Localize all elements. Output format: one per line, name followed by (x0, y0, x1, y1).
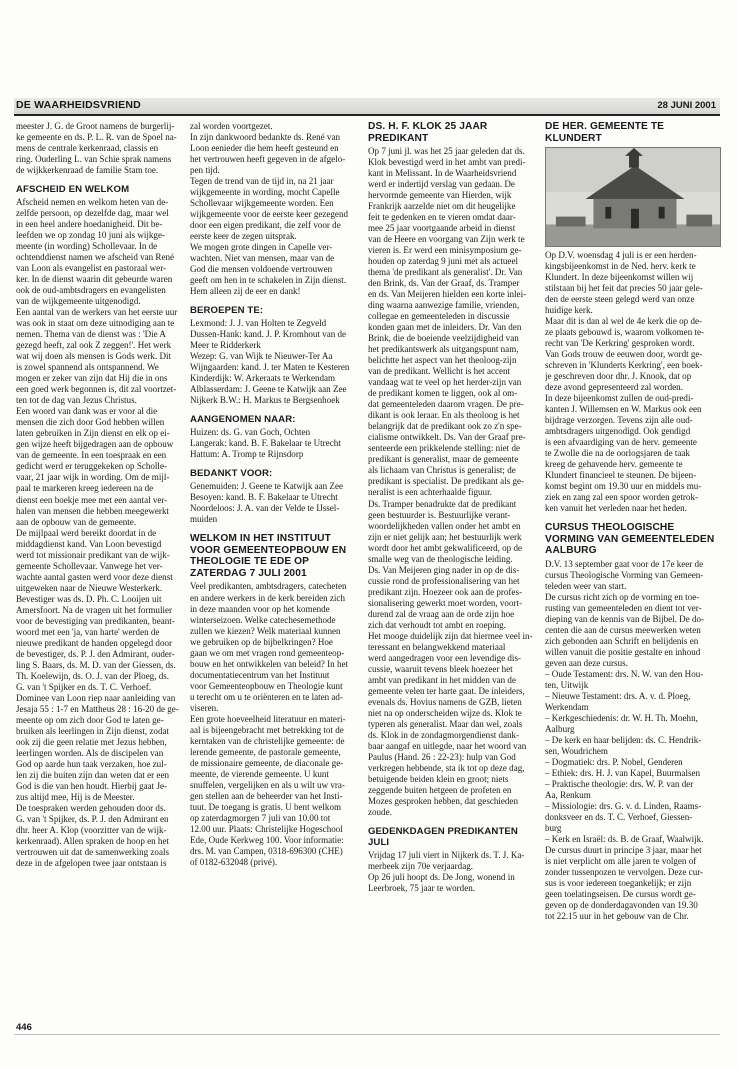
text-line: – Kerk en Israël: ds. B. de Graaf, Waalwijk. (545, 834, 704, 845)
text-line: leerlingen worden. Als de discipelen van (16, 747, 164, 758)
text-line: zich dat verhoudt tot ambt en roeping. (368, 619, 506, 630)
text-line: willen vanuit die positie gestalte en inhoud (545, 647, 701, 657)
text-line: recht van 'De Kerkring' gesproken wordt. (545, 338, 695, 349)
text-line: In deze bijeenkomst zullen de oud-predi- (545, 393, 694, 404)
text-line: kerkenraad). Allen spraken de hoop en het (16, 835, 169, 846)
text-line: cialisme ontwikkelt. Ds. Van der Graaf pre- (368, 432, 526, 443)
heading-beroepen: BEROEPEN TE: (190, 305, 264, 317)
text-line: van de gemeente. In een toespraak en een (16, 450, 167, 461)
text-line: huidige kerk. (545, 305, 593, 316)
text-line: uitgeweken naar de Nieuwe Westerkerk. (16, 582, 163, 593)
text-line: winterseizoen. Welke catechesemethode (190, 614, 336, 625)
text-line: dienst een boekje mee met een aantal ver- (16, 494, 168, 505)
text-line: vaar, 21 jaar wijk in wording. Om de mijl- (16, 472, 170, 483)
heading-bedankt: BEDANKT VOOR: (190, 468, 273, 480)
text-line: je geschreven door dhr. J. Knook, dat op (545, 371, 692, 382)
text-line: ken vanuit het verleden naar het heden. (545, 503, 687, 514)
text-line: predikant zijn. Hoezeer ook aan de profes- (368, 586, 522, 597)
text-line: aan de opbouw van de gemeente. (16, 516, 137, 527)
text-line: – Nieuwe Testament: drs. A. v. d. Ploeg, (545, 691, 691, 702)
text-line: In zijn dankwoord bedankte ds. René van (190, 132, 340, 143)
text-line: de wijkkerkenraad de familie Stam toe. (16, 165, 159, 176)
text-line: zich gebonden aan Schrift en belijdenis en (545, 635, 699, 646)
text-line: snuffelen, vergelijken en als u wilt uw vra- (190, 779, 345, 790)
text-line: Schollevaar wijkgemeente worden. Een (190, 198, 334, 209)
text-line: donksveer en ds. T. C. Verhoef, Giessen- (545, 812, 693, 823)
text-line: kingsbijeenkomst in de Ned. herv. kerk te (545, 261, 696, 272)
text-line: feit te gedenken en te vieren omdat daar- (368, 212, 516, 223)
text-line: Noordeloos: J. A. van der Velde te IJssel- (190, 503, 340, 514)
text-line: bouw en het ontwikkelen van beleid? In het (190, 658, 349, 669)
text-line: betuigende beiden klein en groot; niets (368, 773, 509, 784)
text-line: ook zij die geen relatie met Jezus hebben, (16, 736, 167, 747)
text-line: God die mensen voldoende vertrouwen (190, 264, 333, 275)
text-line: teleden weer van start. (545, 580, 627, 591)
text-line: gemeente velen ter harte gaat. De inleiders, (368, 685, 525, 696)
text-line: de predikant komen te liggen, ook al om- (368, 388, 518, 399)
text-line: geven op de donderdagavonden van 19.30 (545, 900, 698, 911)
text-line: gezegd heeft, zal ook Z zeggen!'. Het werk (16, 340, 172, 351)
text-line: Leerbroek, 75 jaar te worden. (368, 883, 476, 893)
text-line: Aa, Renkum (545, 790, 591, 801)
text-line: sen, Woudrichem (545, 746, 608, 757)
heading-klundert: DE HER. GEMEENTE TE KLUNDERT (545, 121, 665, 144)
text-line: konden gaan met de inleiders. Dr. Van den (368, 322, 522, 333)
text-line: pen tijd. (190, 165, 220, 176)
bottom-rule (14, 1034, 720, 1035)
text-line: Ds. Tramper benadrukte dat de predikant (368, 498, 517, 509)
text-line: verkregen hebbende, sta ik tot op deze dag, (368, 762, 525, 773)
text-line: Tegen de trend van de tijd in, na 21 jaar (190, 176, 334, 187)
text-line: – Ethiek: drs. H. J. van Kapel, Buurmalsen (545, 768, 701, 779)
text-line: meester J. G. de Groot namens de burgerlij- (16, 121, 175, 131)
text-line: geen bestuurder is. Bestuurlijke verant- (368, 509, 511, 520)
text-line: De mijlpaal werd bereikt doordat in de (16, 527, 157, 538)
text-line: Langerak: kand. B. F. Bakelaar te Utrecht (190, 438, 341, 449)
text-line: leefden we op zondag 10 juni als wijkge- (16, 230, 165, 241)
text-line: deze avond gepresenteerd zal worden. (545, 382, 683, 393)
text-line: viseren. (190, 702, 219, 713)
text-line: als lichaam van Christus is generalist; de (368, 465, 516, 476)
text-line: dieping van de kennis van de Bijbel. De do- (545, 613, 705, 624)
text-line: D.V. 13 september gaat voor de 17e keer de (545, 558, 704, 569)
text-line: dhr. heer A. Klop (voorzitter van de wijk- (16, 824, 167, 835)
text-line: Wijngaarden: kand. J. ter Maten te Kesteren (190, 362, 350, 373)
text-line: wachte aantal gasten werd voor deze dienst (16, 571, 173, 582)
text-line: Vrijdag 17 juli viert in Nijkerk ds. T. J. Ka- (368, 849, 525, 860)
text-line: wordt door het ambt gekwalificeerd, op de (368, 542, 522, 553)
text-line: voor de bevestiging van predikanten, beant- (16, 615, 175, 626)
text-line: gedicht werd er teruggekeken op Scholle- (16, 461, 167, 472)
text-line: typeren als generalist. Maar dan wel, zoals (368, 718, 523, 729)
text-line: Lexmond: J. J. van Holten te Zegveld (190, 318, 327, 329)
text-line: halen van mensen die hebben meegewerkt (16, 505, 169, 516)
text-line: burg (545, 823, 562, 834)
text-line: voor Gemeenteopbouw en Theologie kunt (190, 680, 343, 691)
text-line: de missionaire gemeente, de diaconale ge- (190, 757, 344, 768)
masthead: DE WAARHEIDSVRIEND (16, 99, 141, 111)
text-line: wachten. Niet van mensen, maar van de (190, 253, 335, 264)
text-line: Loon eenieder die hem heeft gesteund en (190, 143, 339, 154)
text-line: cussie, waaruit tevens bleek hoezeer het (368, 663, 513, 674)
text-line: of 0182-632048 (privé). (190, 856, 278, 867)
text-line: – Missiologie: drs. G. v. d. Linden, Raams- (545, 801, 702, 812)
text-line: door een eigen predikant, die zelf voor de (190, 220, 341, 231)
text-line: wijkgemeente voor de eerste keer gezegend (190, 209, 348, 220)
text-line: zeggende buiten hetgeen de profeten en (368, 784, 512, 795)
text-line: woordelijkheden vallen onder het ambt en (368, 520, 521, 531)
heading-klok: DS. H. F. KLOK 25 JAAR PREDIKANT (368, 121, 488, 144)
text-line: Kinderdijk: W. Arkeraats te Werkendam (190, 373, 336, 384)
heading-gedenkdagen: GEDENKDAGEN PREDIKANTEN JULI (368, 825, 518, 848)
column-4 (545, 121, 721, 1021)
text-line: van Loon als evangelist en pastoraal wer- (16, 263, 167, 274)
text-line: kanten J. Willemsen en W. Markus ook een (545, 404, 702, 415)
text-line: tot 22.15 uur in het gebouw van de Chr. (545, 911, 689, 922)
text-line: ling S. Baars, ds. M. D. van der Giessen, ds. (16, 659, 176, 670)
text-line: werd aangedragen voor een levendige dis- (368, 652, 521, 663)
text-line: bijdrage verzorgen. Tevens zijn alle oud- (545, 415, 693, 426)
article-afscheid-end (190, 121, 362, 297)
text-line: kerntaken van de christelijke gemeente: de (190, 735, 345, 746)
text-line: paal te markeren kreeg iedereen na de (16, 483, 154, 494)
text-line: thema 'de predikant als generalist'. Dr. Van (368, 267, 523, 278)
text-line: predikant is specialist. De predikant als ge- (368, 476, 525, 487)
text-line: meente op om zich door God te laten ge- (16, 714, 164, 725)
text-line: Een grote hoeveelheid literatuur en materi- (190, 713, 346, 724)
text-line: Mozes gesproken hebben, dat geschieden (368, 795, 518, 806)
text-line: kreeg de gehavende herv. gemeente te (545, 459, 683, 470)
text-line: Genemuiden: J. Geene te Katwijk aan Zee (190, 481, 343, 492)
text-line: collegae en gemeenteleden in discussie (368, 311, 510, 322)
text-line: baar aangaf en uitlegde, naar het woord van (368, 740, 527, 751)
column-2 (190, 121, 362, 1021)
text-line: meente, de vierende gemeente. U kunt (190, 768, 329, 779)
text-line: tuut. De toegang is gratis. U bent welkom (190, 801, 342, 812)
text-line: van de predikant. Wellicht is het accent (368, 366, 511, 377)
text-line: Besoyen: kand. B. F. Bakelaar te Utrecht (190, 492, 338, 503)
text-line: geven aan deze cursus. (545, 658, 628, 669)
text-line: deze in de afgelopen twee jaar ontstaan is (16, 858, 167, 869)
text-line: Een aantal van de werkers van het eerste uur (16, 307, 178, 318)
article-welkom-instituut (190, 581, 362, 867)
text-line: neralist is een achterhaalde figuur. (368, 487, 492, 498)
text-line: Klundert. In deze bijeenkomst willen wij (545, 272, 694, 283)
text-line: houden op zaterdag 9 juni met als actueel (368, 256, 518, 267)
text-line: documentatiecentrum van het Instituut (190, 669, 330, 680)
text-line: op zaterdagmorgen 7 juli van 10.00 tot (190, 812, 331, 823)
text-line: Van Gods trouw de eeuwen door, wordt ge- (545, 349, 703, 360)
text-line: teressant en belangwekkend materiaal (368, 641, 506, 652)
heading-cursus: CURSUS THEOLOGISCHE VORMING VAN GEMEENTELEDEN AALBURG (545, 522, 715, 557)
text-line: is een afvaardiging van de herv. gemeente (545, 437, 697, 448)
text-line: – Dogmatiek: drs. P. Nobel, Genderen (545, 757, 683, 768)
text-line: vieren is. Er werd een minisymposium ge- (368, 245, 522, 256)
text-line: God op aarde hun taak verzaken, hoe zul- (16, 758, 167, 769)
list-bedankt (190, 481, 362, 525)
text-line: Werkendam (545, 702, 589, 713)
text-line: zoude. (368, 806, 392, 817)
text-line: Amersfoort. Na de vragen uit het formulier (16, 604, 173, 615)
text-line: ker. In de dienst waarin dit gebeurde waren (16, 274, 173, 285)
text-line: Huizen: ds. G. van Goch, Ochten (190, 427, 311, 438)
text-line: lerende gemeente, de pastorale gemeente, (190, 746, 341, 757)
church-photo (545, 147, 721, 247)
text-line: merbeek zijn 70e verjaardag. (368, 860, 473, 871)
text-line: ze plaats gebouwd is, waarom volkomen te- (545, 327, 705, 338)
text-line: Op 26 juli hoopt ds. De Jong, wonend in (368, 871, 515, 882)
text-line: dat gemeenteleden daarom vragen. De pre- (368, 399, 524, 410)
text-line: Een woord van dank was er voor al die (16, 406, 158, 417)
text-line: Jesaja 55 : 1-7 en Mattheus 28 : 16-20 de ge- (16, 703, 179, 714)
text-line: den Brink, ds. Van der Graaf, ds. Tramper (368, 278, 520, 289)
text-line: ke gemeente en ds. P. L. R. van de Spoel na- (16, 132, 177, 143)
text-line: laten gebruiken in Zijn dienst en elk op ei- (16, 428, 170, 439)
text-line: ambt van predikant in het midden van de (368, 674, 516, 685)
text-line: middagdienst kand. Van Loon bevestigd (16, 538, 162, 549)
text-line: ding waarna aanwezige familie, vrienden, (368, 300, 520, 311)
text-line: dikant is ook leraar. En als theoloog is het (368, 410, 520, 421)
article-klundert (545, 250, 721, 514)
text-line: Ede, Oude Kerkweg 100. Voor informatie: (190, 834, 344, 845)
text-line: ten, Uitwijk (545, 680, 589, 691)
heading-welkom-instituut: WELKOM IN HET INSTITUUT VOOR GEMEENTEOPBOUW EN THEOLOGIE TE EDE OP ZATERDAG 7 JULI 2001 (190, 533, 347, 579)
text-line: ook de oud-ambtsdragers en evangelisten (16, 285, 166, 296)
text-line: rusting van gemeenteleden en dient tot ver- (545, 602, 702, 613)
text-line: een goed werk begonnen is, dit zal voortzet- (16, 384, 177, 395)
text-line: zonder tussenpozen te vervolgen. Deze cur- (545, 867, 704, 878)
text-line: zullen we kiezen? Welk materiaal kunnen (190, 625, 341, 636)
text-line: ambtsdragers uitgenodigd. Ook gendigd (545, 426, 691, 437)
text-line: de bevestiger, ds. P. J. den Admirant, ouder- (16, 648, 175, 659)
text-line: vandaag wat te veel op het herder-zijn van (368, 377, 522, 388)
text-line: ds. Klok in de zondagmorgendienst dank- (368, 729, 520, 740)
text-line: Bevestiger was ds. D. Ph. C. Looijen uit (16, 593, 162, 604)
text-line: hervormde gemeente van Hierden, wijk (368, 190, 512, 201)
text-line: geeft om hen in te schakelen in Zijn dienst. (190, 275, 347, 286)
text-line: – Kerkgeschiedenis: dr. W. H. Th. Moehn, (545, 713, 698, 724)
text-line: werd er indertijd verslag van gedaan. De (368, 179, 515, 190)
text-line: in een heel andere hoedanigheid. Dit be- (16, 219, 163, 230)
text-line: Frankrijk aarzelde niet om dit heugelijke (368, 201, 516, 212)
heading-afscheid: AFSCHEID EN WELKOM (16, 184, 130, 196)
text-line: woord met een 'ja, van harte' werden de (16, 626, 160, 637)
text-line: Hem alleen zij de eer en dank! (190, 286, 301, 297)
text-line: Afscheid nemen en welkom heten van de- (16, 197, 169, 208)
text-line: in deze maanden voor op het komende (190, 603, 330, 614)
text-line: zijn er niet gelijk aan; het bestuurlijk werk (368, 531, 522, 542)
text-line: niet na op onderscheiden wijze ds. Klok te (368, 707, 522, 718)
column-3 (368, 121, 540, 1021)
text-line: ochtenddienst namen we afscheid van René (16, 252, 175, 263)
text-line: Hattum: A. Tromp te Rijnsdorp (190, 449, 304, 460)
text-line: het vertrouwen heeft gegeven in de afgelo- (190, 154, 346, 165)
text-line: drs. M. van Campen, 0318-696300 (CHE) (190, 845, 343, 856)
text-line: Alblasserdam: J. Geene te Katwijk aan Zee (190, 384, 347, 395)
page-header (14, 98, 720, 116)
text-line: werd tot missionair predikant van de wijk- (16, 549, 170, 560)
text-line: Brink, die de boeiende veelzijdigheid van (368, 333, 519, 344)
text-line: is zowel spannend als ontspannend. We (16, 362, 159, 373)
article-gedenkdagen (368, 850, 540, 894)
text-line: cursus Theologische Vorming van Gemeen- (545, 569, 704, 580)
text-line: van de Heere en voorgang van Zijn werk te (368, 234, 525, 245)
text-line: We mogen grote dingen in Capelle ver- (190, 242, 333, 253)
text-line: vertrouwen uit dat de samenwerking zoals (16, 847, 169, 857)
text-line: mensen die zich door God hebben willen (16, 417, 165, 428)
text-line: aal is bijeengebracht met betrekking tot de (190, 724, 344, 735)
text-line: ring. Ouderling L. van Schie sprak namens (16, 154, 172, 165)
text-line: gen wijze heeft bijgedragen aan de opbouw (16, 439, 174, 450)
text-line: te Zwolle die na de oorlogsjaren de taak (545, 448, 690, 459)
text-line: zus altijd mee, Hij is de Meester. (16, 791, 135, 802)
text-line: bruiken als leerlingen in Zijn dienst, zodat (16, 725, 170, 736)
text-line: mee 25 jaar voortgaande arbeid in dienst (368, 223, 516, 234)
text-line: smalle weg van de theologische leiding. (368, 553, 513, 564)
text-line: belichtte het aspect van het theoloog-zijn (368, 355, 517, 366)
issue-date: 28 JUNI 2001 (657, 100, 716, 111)
heading-aangenomen: AANGENOMEN NAAR: (190, 414, 296, 426)
list-beroepen (190, 318, 362, 406)
text-line: van de wijkgemeente uitgenodigd. (16, 296, 141, 307)
text-line: wat wij doen als mensen is Gods werk. Dit (16, 351, 172, 362)
text-line: gen stellen aan de beheerder van het Insti- (190, 790, 343, 801)
article-continued (16, 121, 182, 176)
text-line: komst begint om 19.30 uur en middels mu- (545, 481, 702, 492)
text-line: mens de centrale kerkenraad, classis en (16, 143, 159, 154)
text-line: zelfde persoon, op dezelfde dag, maar wel (16, 208, 169, 219)
text-line: nemen. Thema van de dienst was : 'Die A (16, 329, 166, 340)
text-line: De cursus richt zich op de vorming en toe- (545, 591, 700, 602)
text-line: centen die aan de cursus meewerken weten (545, 624, 701, 635)
text-line: het predikantswerk als uitgangspunt nam, (368, 344, 519, 355)
page-number: 446 (16, 1022, 32, 1033)
text-line: ten tot de dag van Jezus Christus. (16, 395, 137, 406)
text-line: cussie rond de professionalisering van het (368, 575, 520, 586)
text-line: len zij die buiten zijn dan weten dat er een (16, 769, 169, 780)
text-line: muiden (190, 514, 218, 525)
text-line: nieuwe predikant de handen opgelegd door (16, 637, 173, 648)
column-1 (16, 121, 182, 1021)
text-line: Dussen-Hank: kand. J. P. Kromhout van de (190, 329, 347, 340)
text-line: sus is voor iedereen toegankelijk; er zijn (545, 878, 692, 889)
text-line: u terecht om u te oriënteren en te laten ad- (190, 691, 343, 702)
text-line: belangrijk dat de predikant ook zo z'n spe- (368, 421, 522, 432)
text-line: Meer te Ridderkerk (190, 340, 261, 351)
article-klok (368, 146, 540, 818)
text-line: De toespraken werden gehouden door ds. (16, 802, 166, 813)
text-line: kant in Melissant. In de Waarheidsvriend (368, 168, 517, 179)
text-line: gemeente Schollevaar. Vanwege het ver- (16, 560, 163, 571)
text-line: Het mooge duidelijk zijn dat hiermee veel in- (368, 630, 533, 641)
text-line: gaan we om met vragen rond gemeenteop- (190, 647, 345, 658)
text-line: Klundert financieel te steunen. De bijeen- (545, 470, 697, 481)
text-line: God is die van hen houdt. Hierbij gaat Je- (16, 780, 167, 791)
text-line: 12.00 uur. Plaats: Christelijke Hogeschool (190, 823, 343, 834)
list-aangenomen (190, 427, 362, 460)
text-line: Dominee van Loon riep naar aanleiding van (16, 692, 176, 703)
text-line: was ook in staat om deze uitnodiging aan te (16, 318, 175, 329)
text-line: sionalisering gewerkt moet worden, voort- (368, 597, 523, 608)
text-line: geen toelatingseisen. De cursus wordt ge- (545, 889, 696, 900)
text-line: G. van 't Spijker, ds. P. J. den Admirant en (16, 813, 169, 824)
text-line: wijkgemeente in wording, mocht Capelle (190, 187, 340, 198)
text-line: Op D.V. woensdag 4 juli is er een herden- (545, 250, 697, 260)
text-line: we gebruiken op de bijbelkringen? Hoe (190, 636, 333, 647)
text-line: Ds. Van Meijeren ging nader in op de dis- (368, 564, 520, 575)
text-line: Paulus (Hand. 26 : 22-23): hulp van God (368, 751, 516, 762)
article-afscheid (16, 197, 182, 869)
text-line: zal worden voortgezet. (190, 121, 273, 131)
text-line: senteerde een prikkelende stelling: niet de (368, 443, 520, 454)
text-line: en andere werkers in de kerk bereiden zich (190, 592, 345, 603)
text-line: predikant is generalist, maar de gemeente (368, 454, 519, 465)
text-line: G. van 't Spijker en ds. T. C. Verhoef. (16, 681, 152, 692)
text-line: Maar dit is dan al wel de 4e kerk die op de- (545, 316, 703, 327)
text-line: durend zal de vraag aan de orde zijn hoe (368, 608, 515, 619)
text-line: evenals ds. Hovius namens de GZB, lieten (368, 696, 522, 707)
text-line: – Oude Testament: drs. N. W. van den Hou- (545, 669, 704, 680)
text-line: ziek en zang zal een spoor worden getrok- (545, 492, 698, 503)
text-line: schreven in 'Klunderts Kerkring', een boek- (545, 360, 703, 371)
text-line: stilstaan bij het feit dat precies 50 jaar gele- (545, 283, 703, 294)
text-line: Nijkerk B.W.: H. Markus te Bergsenhoek (190, 395, 340, 406)
text-line: Klok bevestigd werd in het ambt van predi- (368, 157, 526, 168)
article-cursus (545, 559, 721, 923)
text-line: meente (in wording) Schollevaar. In de (16, 241, 158, 252)
text-line: mogen er zeker van zijn dat Hij die in ons (16, 373, 168, 384)
text-line: Aalburg (545, 724, 575, 735)
text-line: is niet verplicht om alle jaren te volgen of (545, 856, 697, 867)
text-line: – De kerk en haar belijden: ds. C. Hendrik- (545, 735, 702, 746)
text-line: – Praktische theologie: drs. W. P. van der (545, 779, 694, 790)
text-line: den de eerste steen gelegd werd van onze (545, 294, 695, 305)
text-line: De cursus duurt in principe 3 jaar, maar het (545, 845, 702, 856)
text-line: Op 7 juni jl. was het 25 jaar geleden dat ds. (368, 146, 525, 156)
text-line: eerste keer de zegen uitsprak. (190, 231, 297, 242)
text-line: Veel predikanten, ambtsdragers, catecheten (190, 581, 347, 592)
text-line: Wezep: G. van Wijk te Nieuwer-Ter Aa (190, 351, 333, 362)
text-line: Th. Koelewijn, ds. O. J. van der Ploeg, ds. (16, 670, 170, 681)
text-line: en ds. Van Meijeren hielden een korte inlei- (368, 289, 527, 300)
